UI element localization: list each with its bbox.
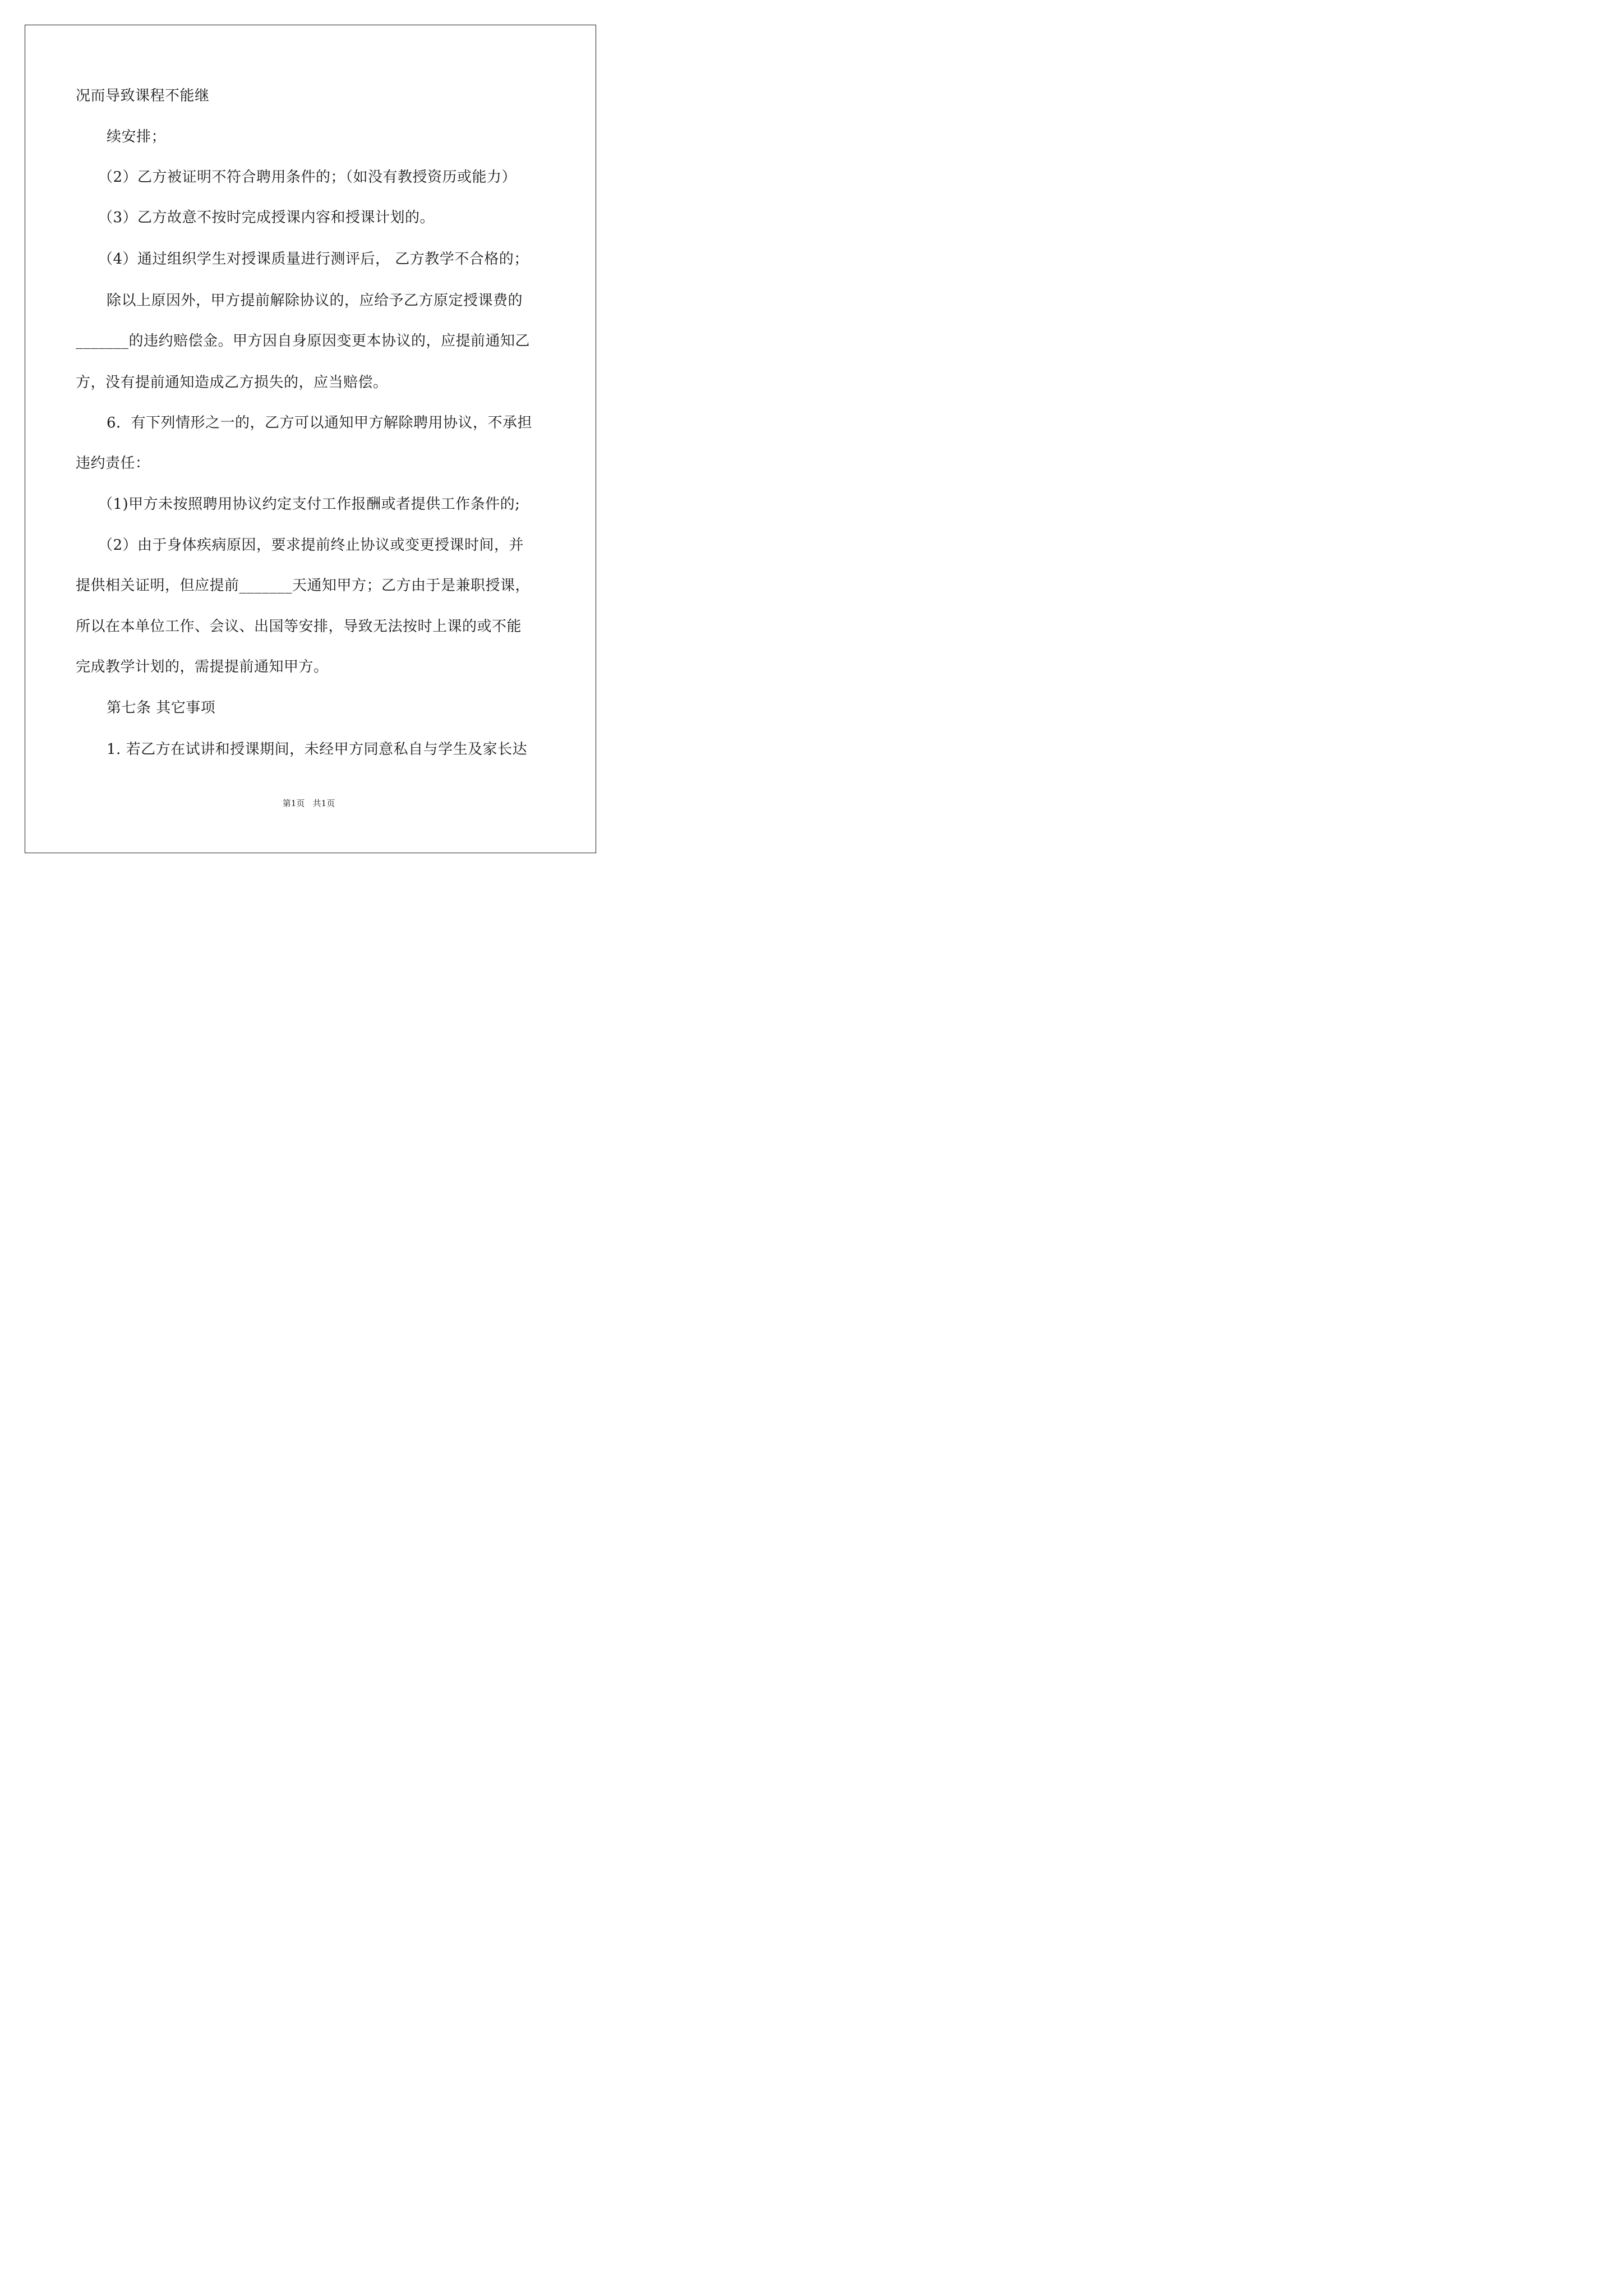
text-line: （2）由于身体疾病原因，要求提前终止协议或变更授课时间，并 [98,537,524,554]
text-line: （3）乙方故意不按时完成授课内容和授课计划的。 [98,209,435,226]
section-heading: 第七条 其它事项 [107,700,216,716]
page-border [25,25,596,853]
text-line: 方，没有提前通知造成乙方损失的，应当赔偿。 [76,374,388,391]
text-line: （4）通过组织学生对授课质量进行测评后， 乙方教学不合格的； [98,251,529,268]
text-line: 6．有下列情形之一的，乙方可以通知甲方解除聘用协议，不承担 [107,415,533,431]
text-line: 续安排； [107,128,167,145]
text-line: 违约责任： [76,455,150,472]
text-line: 除以上原因外，甲方提前解除协议的，应给予乙方原定授课费的 [107,292,523,309]
text-line: _______的违约赔偿金。甲方因自身原因变更本协议的，应提前通知乙 [76,333,531,349]
text-line: 况而导致课程不能继 [76,88,210,104]
text-line: 1. 若乙方在试讲和授课期间，未经甲方同意私自与学生及家长达 [107,741,528,758]
text-line: （2）乙方被证明不符合聘用条件的；（如没有教授资历或能力） [98,169,517,186]
text-line: 完成教学计划的，需提提前通知甲方。 [76,659,329,675]
page-number: 第1页 共1页 [282,798,335,808]
text-line: 所以在本单位工作、会议、出国等安排，导致无法按时上课的或不能 [76,618,522,635]
text-line: （1)甲方未按照聘用协议约定支付工作报酬或者提供工作条件的; [98,496,520,513]
text-line: 提供相关证明，但应提前_______天通知甲方；乙方由于是兼职授课， [76,577,531,594]
